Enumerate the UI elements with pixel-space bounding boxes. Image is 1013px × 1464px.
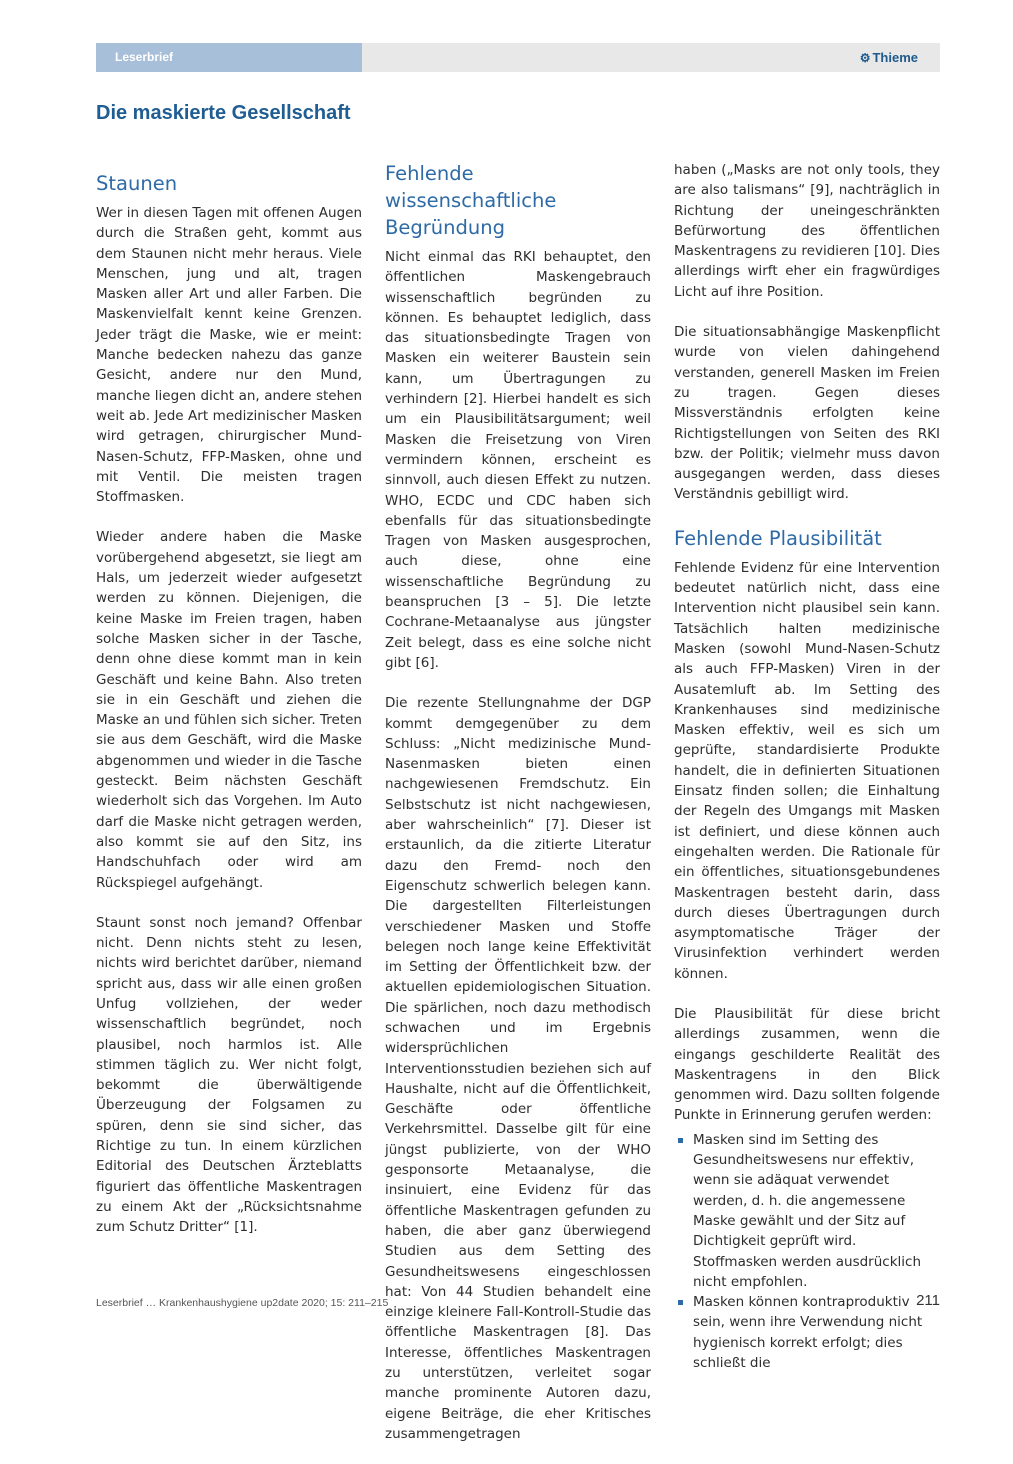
- paragraph: Die Plausibilität für diese bricht allerdings zusammen, wenn die eingangs geschilderte Realität des Maskentragens in den Blick genommen wird. Dazu sollten folgende Punkte in Erinnerung gerufen werden:: [674, 1005, 940, 1124]
- paragraph: Staunt sonst noch jemand? Offenbar nicht. Denn nichts steht zu lesen, nichts wird berichtet darüber, niemand spricht aus, dass wir alle einen großen Unfug vollziehen, der weder wissenschaftlich begründet, noch plausibel, noch harmlos ist. Alle stimmen täglich zu. Wer nicht folgt, bekommt die überwältigende Überzeugung der Folgsamen zu spüren, denn sie sind sicher, das Richtige zu tun. In einem kürzlichen Editorial des Deutschen Ärzteblatts figuriert das öffentliche Maskentragen zu einem Akt der „Rücksichtsnahme zum Schutz Dritter“ [1].: [96, 914, 362, 1236]
- column-1: [96, 170, 362, 1258]
- bullet-icon: [678, 1138, 683, 1143]
- list-item: Masken können kontraproduktiv sein, wenn ihre Verwendung nicht hygienisch korrekt erfolgt; dies schließt die: [674, 1292, 940, 1373]
- column-2: [385, 160, 651, 1464]
- publisher-name: Thieme: [872, 50, 918, 65]
- bullet-list: [674, 1130, 940, 1374]
- header-bar: [96, 43, 940, 72]
- publisher-brand: [860, 43, 918, 72]
- paragraph: Die situationsabhängige Maskenpflicht wurde von vielen dahingehend verstanden, generell Masken im Freien zu tragen. Gegen dieses Missverständnis erfolgten keine Richtigstellungen von Seiten des RKI bzw. der Politik; vielmehr muss davon ausgegangen werden, dass dieses Verständnis gebilligt wird.: [674, 324, 940, 503]
- thieme-logo-icon: ⚙: [859, 51, 871, 65]
- footer-citation: Leserbrief … Krankenhaushygiene up2date 2020; 15: 211–215: [96, 1297, 389, 1309]
- section-label: Leserbrief: [96, 43, 362, 72]
- section-heading-plausibilitaet: Fehlende Plausibilität: [674, 526, 882, 550]
- paragraph: Nicht einmal das RKI behauptet, den öffentlichen Maskengebrauch wissenschaftlich begründen zu können. Es behauptet lediglich, dass das situationsbedingte Tragen von Masken ein weiterer Baustein sein kann, um Übertragungen zu verhindern [2]. Hierbei handelt es sich um ein Plausibilitätsargument; weil Masken die Freisetzung von Viren vermindern können, erscheint es sinnvoll, auch diesen Effekt zu nutzen. WHO, ECDC und CDC haben sich ebenfalls für das situationsbedingte Tragen von Masken ausgesprochen, auch diese, ohne eine wissenschaftliche Begründung zu beanspruchen [3 – 5]. Die letzte Cochrane-Metaanalyse aus jüngster Zeit belegt, dass es eine solche nicht gibt [6].: [385, 249, 651, 671]
- paragraph: Wer in diesen Tagen mit offenen Augen durch die Straßen geht, kommt aus dem Staunen nicht mehr heraus. Viele Menschen, jung und alt, tragen Masken aller Art und aller Farben. Die Maskenvielfalt kennt keine Grenzen. Jeder trägt die Maske, wie er meint: Manche bedecken nahezu das ganze Gesicht, andere nur den Mund, manche liegen dicht an, andere stehen weit ab. Jede Art medizinischer Masken wird getragen, chirurgischer Mund-Nasen-Schutz, FFP-Masken, ohne und mit Ventil. Die meisten tragen Stoffmasken.: [96, 205, 362, 506]
- paragraph: Wieder andere haben die Maske vorübergehend abgesetzt, sie liegt am Hals, um jederzeit wieder aufgesetzt werden zu können. Diejenigen, die keine Maske im Freien tragen, haben solche Masken sicher in der Tasche, denn ohne diese kommt man in kein Geschäft und keine Bahn. Also treten sie in ein Geschäft und ziehen die Maske an und fühlen sich sicher. Treten sie aus dem Geschäft, wird die Maske abgenommen und wieder in die Tasche gesteckt. Beim nächsten Geschäft wiederholt sich das Vorgehen. Im Auto darf die Maske nicht getragen werden, also kommt sie auf den Sitz, ins Handschuhfach oder wird am Rückspiegel aufgehängt.: [96, 529, 362, 891]
- paragraph: Die rezente Stellungnahme der DGP kommt demgegenüber zu dem Schluss: „Nicht medizinische Mund-Nasenmasken bieten einen nachgewiesenen Fremdschutz. Ein Selbstschutz ist nicht nachgewiesen, aber wahrscheinlich“ [7]. Dieser ist erstaunlich, da die zitierte Literatur dazu den Fremd- noch den Eigenschutz schwerlich belegen kann. Die dargestellten Filterleistungen verschiedener Masken und Stoffe belegen noch lange keine Effektivität im Setting der Öffentlichkeit bzw. der aktuellen epidemiologischen Situation. Die spärlichen, noch dazu methodisch schwachen und im Ergebnis widersprüchlichen Interventionsstudien beziehen sich auf Haushalte, nicht auf die Öffentlichkeit, Geschäfte oder öffentliche Verkehrsmittel. Dasselbe gilt für eine jüngst publizierte, von der WHO gesponsorte Metaanalyse, die insinuiert, eine Evidenz für das öffentliche Maskentragen gefunden zu haben, die aber ganz überwiegend Studien aus dem Setting des Gesundheitswesens eingeschlossen hat: Von 44 Studien behandelt eine einzige kleinere Fall-Kontroll-Studie das öffentliche Maskentragen [8]. Das Interesse, öffentliches Maskentragen zu unterstützen, verleitet sogar manche prominente Autoren dazu, eigene Beiträge, die eher Kritisches zusammengetragen: [385, 695, 651, 1442]
- section-heading-begruendung: Fehlende wissenschaftliche Begründung: [385, 162, 557, 239]
- article-title: Die maskierte Gesellschaft: [96, 102, 351, 124]
- paragraph: Fehlende Evidenz für eine Intervention bedeutet natürlich nicht, dass eine Intervention nicht plausibel sein kann. Tatsächlich halten medizinische Masken (sowohl Mund-Nasen-Schutz als auch FFP-Masken) Viren in der Ausatemluft ab. Im Setting des Krankenhauses sind medizinische Masken effektiv, weil es sich um geprüfte, standardisierte Produkte handelt, die in definierten Situationen Einsatz finden sollen; die Einhaltung der Regeln des Umgangs mit Masken ist definiert, und diese können auch eingehalten werden. Die Rationale für ein öffentliches, situationsgebundenes Maskentragen besteht darin, dass durch dieses Übertragungen durch asymptomatische Träger der Virusinfektion verhindert werden können.: [674, 559, 940, 982]
- page-number: 211: [916, 1292, 940, 1309]
- section-heading-staunen: Staunen: [96, 172, 178, 195]
- paragraph: haben („Masks are not only tools, they are also talismans“ [9], nachträglich in Richtung der uneingeschränkten Befürwortung des öffentlichen Maskentragens zu revidieren [10]. Dies allerdings wirft eher ein fragwürdiges Licht auf ihre Position.: [674, 162, 940, 300]
- list-item: Masken sind im Setting des Gesundheitswesens nur effektiv, wenn sie adäquat verwendet werden, d. h. die angemessene Maske gewählt und der Sitz auf Dichtigkeit geprüft wird. Stoffmasken werden ausdrücklich nicht empfohlen.: [674, 1130, 940, 1292]
- bullet-icon: [678, 1300, 683, 1305]
- column-3: [674, 160, 940, 1373]
